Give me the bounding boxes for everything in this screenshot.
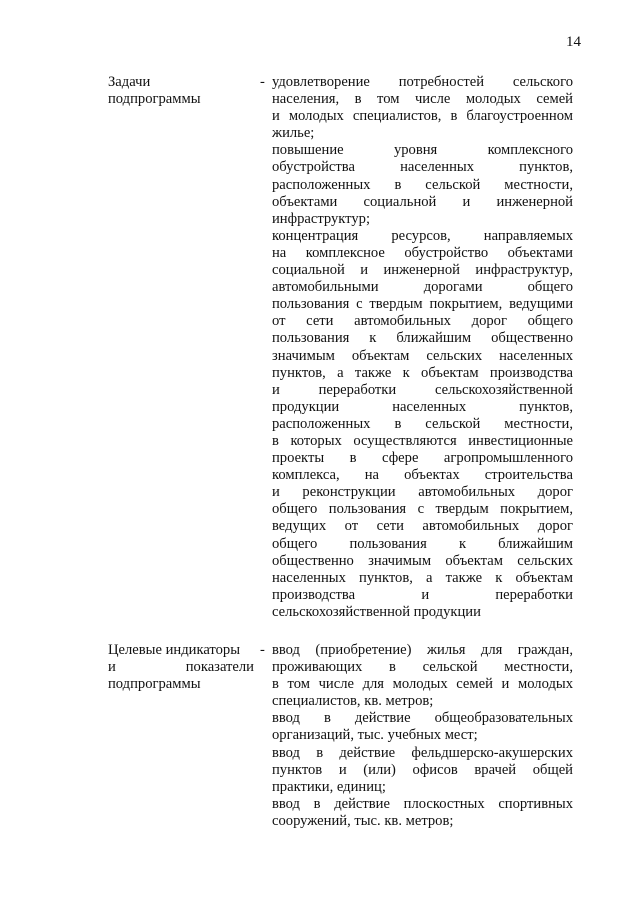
text-line: повышение уровня комплексного <box>272 142 573 159</box>
section-label-line: Целевые индикаторы <box>108 642 241 658</box>
text-line: сооружений, тыс. кв. метров; <box>272 812 454 829</box>
text-line: в том числе для молодых семей и молодых <box>272 676 573 693</box>
text-line: ведущих от сети автомобильных дорог <box>272 518 573 535</box>
text-line: общественно значимым объектам сельских <box>272 552 573 569</box>
text-line: ввод (приобретение) жилья для граждан, <box>272 642 573 658</box>
text-line: населения, в том числе молодых семей <box>272 91 573 108</box>
section-label-line: Задачи <box>108 74 151 90</box>
text-line: автомобильными дорогами общего <box>272 279 573 296</box>
text-line: пунктов, а также к объектам производства <box>272 364 573 381</box>
section-label-line: и показатели <box>108 659 254 676</box>
text-line: обустройства населенных пунктов, <box>272 159 573 176</box>
text-line: производства и переработки <box>272 586 573 603</box>
text-line: социальной и инженерной инфраструктур, <box>272 262 573 279</box>
section-content <box>272 642 573 830</box>
section-label-line: подпрограммы <box>108 676 201 693</box>
text-line: жилье; <box>272 125 315 142</box>
text-line: и молодых специалистов, в благоустроенном <box>272 108 573 125</box>
dash-separator: - <box>260 74 265 90</box>
text-line: сельскохозяйственной продукции <box>272 603 481 620</box>
text-line: значимым объектам сельских населенных <box>272 347 573 364</box>
page-number: 14 <box>566 34 581 50</box>
text-line: пользования к ближайшим общественно <box>272 330 573 347</box>
text-line: расположенных в сельской местности, <box>272 415 573 432</box>
text-line: объектами социальной и инженерной <box>272 193 573 210</box>
text-line: расположенных в сельской местности, <box>272 176 573 193</box>
text-line: общего пользования с твердым покрытием, <box>272 501 573 518</box>
text-line: населенных пунктов, а также к объектам <box>272 569 573 586</box>
text-line: проекты в сфере агропромышленного <box>272 450 573 467</box>
text-line: комплекса, на объектах строительства <box>272 467 573 484</box>
text-line: от сети автомобильных дорог общего <box>272 313 573 330</box>
text-line: в которых осуществляются инвестиционные <box>272 432 573 449</box>
list-item <box>272 74 573 142</box>
text-line: продукции населенных пунктов, <box>272 398 573 415</box>
text-line: специалистов, кв. метров; <box>272 693 434 710</box>
section-content <box>272 74 573 621</box>
list-item <box>272 796 573 830</box>
section-label <box>108 642 254 693</box>
dash-separator: - <box>260 642 265 658</box>
text-line: организаций, тыс. учебных мест; <box>272 727 478 744</box>
list-item <box>272 642 573 710</box>
text-line: пунктов и (или) офисов врачей общей <box>272 761 573 778</box>
text-line: практики, единиц; <box>272 778 386 795</box>
section-label <box>108 74 254 108</box>
section-label-line: подпрограммы <box>108 91 201 108</box>
list-item <box>272 142 573 227</box>
list-item <box>272 710 573 744</box>
text-line: инфраструктур; <box>272 210 371 227</box>
list-item <box>272 745 573 796</box>
text-line: проживающих в сельской местности, <box>272 659 573 676</box>
text-line: на комплексное обустройство объектами <box>272 244 573 261</box>
text-line: общего пользования к ближайшим <box>272 535 573 552</box>
text-line: удовлетворение потребностей сельского <box>272 74 573 90</box>
text-line: ввод в действие фельдшерско-акушерских <box>272 744 573 761</box>
list-item <box>272 228 573 621</box>
text-line: концентрация ресурсов, направляемых <box>272 227 573 244</box>
text-line: пользования с твердым покрытием, ведущими <box>272 296 573 313</box>
text-line: и переработки сельскохозяйственной <box>272 381 573 398</box>
text-line: ввод в действие плоскостных спортивных <box>272 795 573 812</box>
text-line: и реконструкции автомобильных дорог <box>272 484 573 501</box>
text-line: ввод в действие общеобразовательных <box>272 710 573 727</box>
